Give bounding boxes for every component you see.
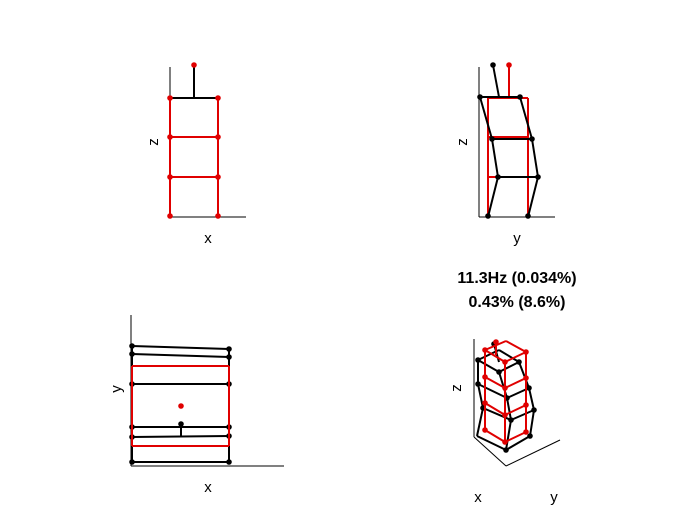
xz-zlabel: z xyxy=(145,138,162,146)
deformed-shape-xz xyxy=(170,65,218,217)
title-damping: 0.43% (8.6%) xyxy=(468,294,566,311)
iso-ylabel: y xyxy=(550,489,558,506)
xy-xlabel: x xyxy=(204,479,212,496)
axes-xy xyxy=(131,315,284,466)
panel-yz xyxy=(454,63,555,247)
yz-zlabel: z xyxy=(454,138,471,146)
yz-xlabel: y xyxy=(513,230,521,247)
axes-xz xyxy=(170,67,246,217)
iso-zlabel: z xyxy=(448,384,465,392)
axes-yz xyxy=(479,67,555,217)
xy-ylabel: y xyxy=(108,385,125,393)
xz-xlabel: x xyxy=(204,230,212,247)
panel-xz xyxy=(145,63,246,247)
iso-xlabel: x xyxy=(474,489,482,506)
panel-iso xyxy=(448,339,560,506)
title-frequency: 11.3Hz (0.034%) xyxy=(457,270,577,287)
y-axis-line xyxy=(506,440,560,466)
figure-title xyxy=(457,270,576,311)
panel-xy xyxy=(108,315,284,496)
